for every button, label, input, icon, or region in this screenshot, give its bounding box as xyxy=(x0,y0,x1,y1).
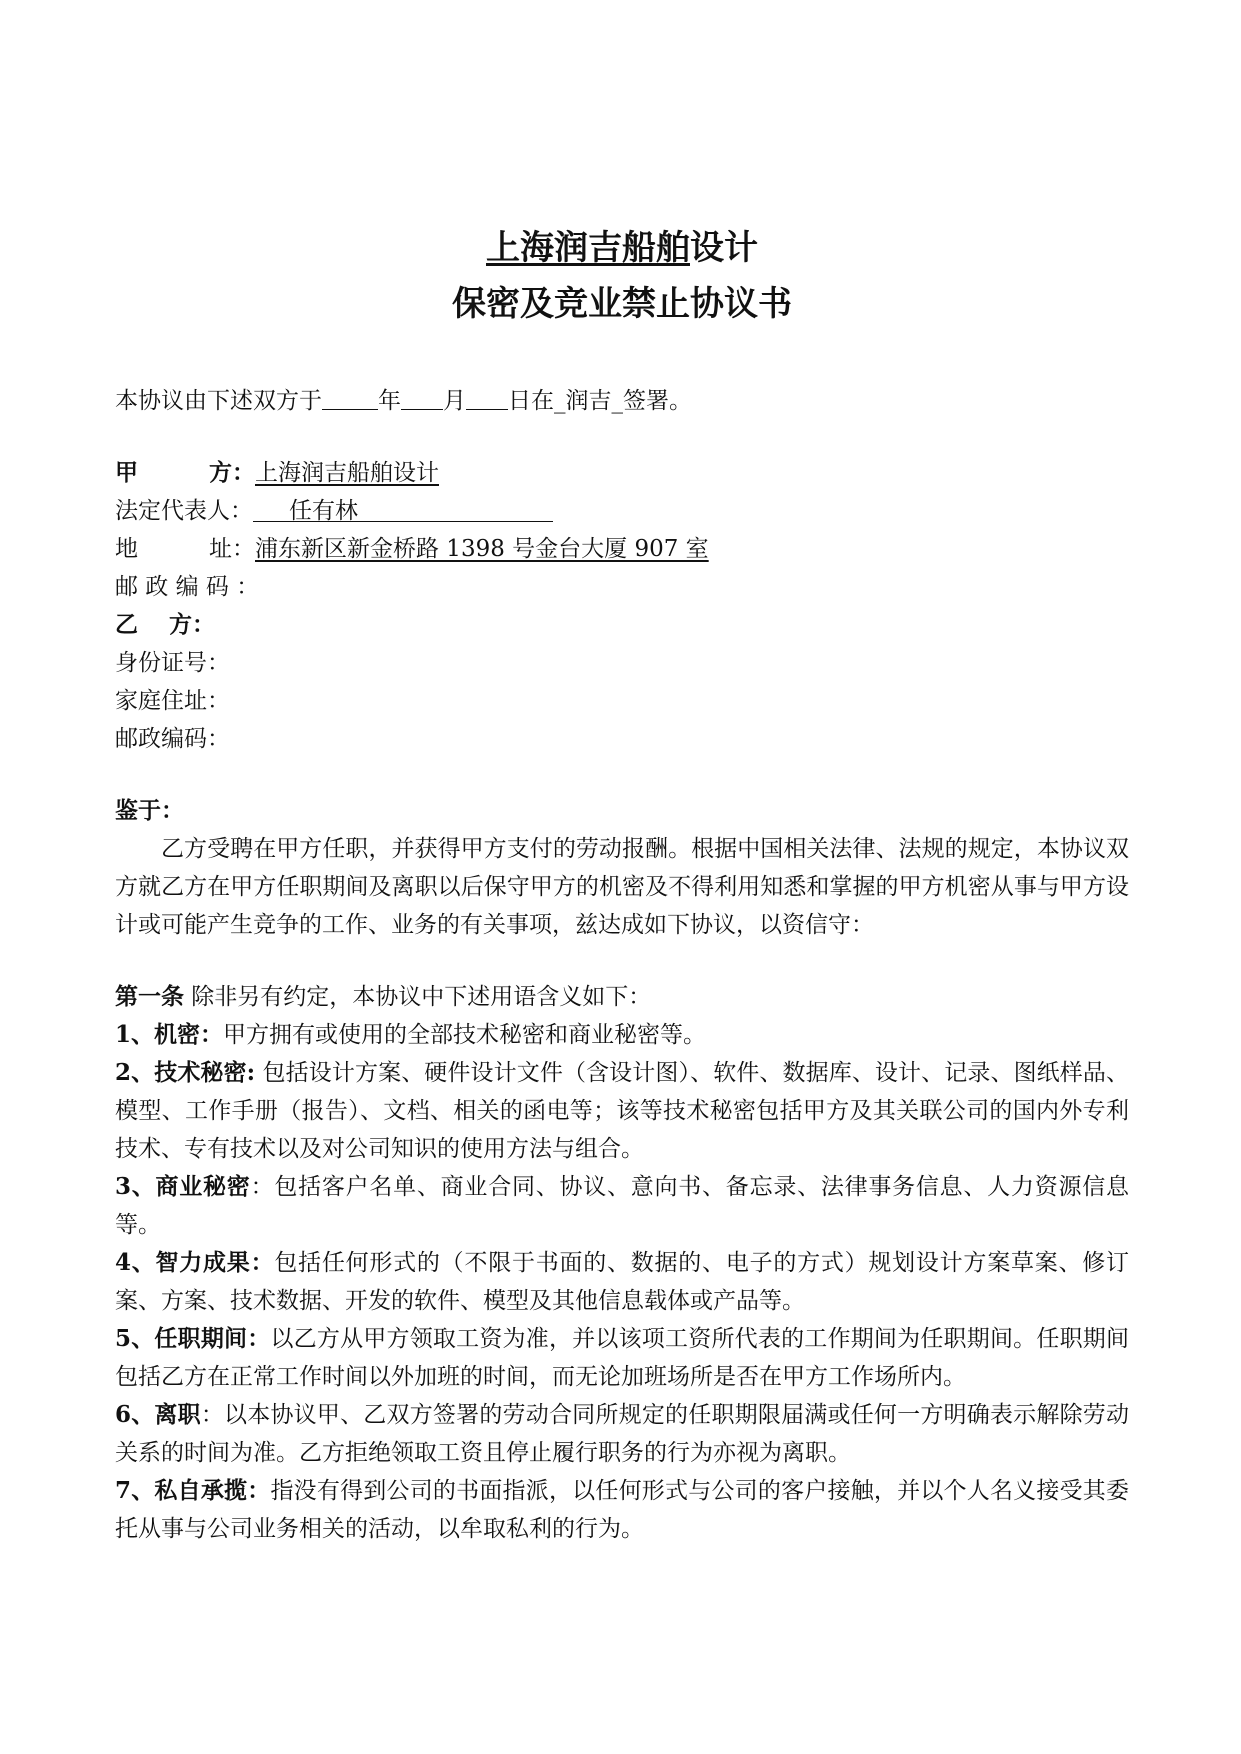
article-1-heading: 第一条 xyxy=(115,983,184,1010)
party-a-label-suffix: 方： xyxy=(209,459,255,486)
rep-value: 任有林 xyxy=(253,492,553,522)
clause-text: ：以本协议甲、乙双方签署的劳动合同所规定的任职期限届满或任何一方明确表示解除劳动关系的时间为准。乙方拒绝领取工资且停止履行职务的行为亦视为离职。 xyxy=(115,1402,1129,1466)
clause-1 xyxy=(115,1016,1129,1054)
address-value: 浦东新区新金桥路 1398 号金台大厦 907 室 xyxy=(255,536,709,562)
month-label: 月 xyxy=(443,388,466,414)
address-label xyxy=(115,530,255,568)
postcode-a-label: 邮 政 编 码 ： xyxy=(115,574,260,600)
title-line-1 xyxy=(115,220,1129,276)
whereas-text: 乙方受聘在甲方任职，并获得甲方支付的劳动报酬。根据中国相关法律、法规的规定，本协议双方就乙方在甲方任职期间及离职以后保守甲方的机密及不得利用知悉和掌握的甲方机密从事与甲方设计或可能产生竞争的工作、业务的有关事项，兹达成如下协议，以资信守： xyxy=(115,836,1129,938)
id-label: 身份证号： xyxy=(115,650,230,676)
clause-term: 7、私自承揽： xyxy=(115,1477,271,1504)
year-label: 年 xyxy=(378,388,401,414)
clause-term: 2、技术秘密: xyxy=(115,1059,256,1086)
clause-term: 6、离职 xyxy=(115,1401,201,1428)
intro-text: 本协议由下述双方于 xyxy=(115,388,322,414)
whereas-heading: 鉴于： xyxy=(115,797,184,824)
party-a-value: 上海润吉船舶设计 xyxy=(255,460,439,486)
clause-text: 包括任何形式的（不限于书面的、数据的、电子的方式）规划设计方案草案、修订案、方案、技术数据、开发的软件、模型及其他信息载体或产品等。 xyxy=(115,1250,1129,1314)
title-line-2: 保密及竞业禁止协议书 xyxy=(452,284,792,324)
parties-block xyxy=(115,454,1129,758)
clause-term: 5、任职期间： xyxy=(115,1325,271,1352)
day-place-text: 日在_润吉_签署。 xyxy=(508,388,692,414)
title-line-1-rest: 设计 xyxy=(690,228,758,268)
postcode-b-label: 邮政编码： xyxy=(115,726,230,752)
party-a-label-char: 甲 xyxy=(115,459,138,486)
postcode-a-row xyxy=(115,568,1129,606)
clause-7 xyxy=(115,1472,1129,1548)
month-blank[interactable] xyxy=(401,383,443,410)
clause-text: 指没有得到公司的书面指派，以任何形式与公司的客户接触，并以个人名义接受其委托从事与公司业务相关的活动，以牟取私利的行为。 xyxy=(115,1478,1129,1542)
clause-term: 1、机密： xyxy=(115,1021,224,1048)
postcode-b-row xyxy=(115,720,1129,758)
home-label: 家庭住址： xyxy=(115,688,230,714)
article-1-text: 除非另有约定，本协议中下述用语含义如下： xyxy=(184,984,652,1010)
clause-2 xyxy=(115,1054,1129,1168)
address-label-char: 地 xyxy=(115,536,138,562)
party-a-label xyxy=(115,454,255,492)
clause-6 xyxy=(115,1396,1129,1472)
clause-text: ：包括客户名单、商业合同、协议、意向书、备忘录、法律事务信息、人力资源信息等。 xyxy=(115,1174,1129,1238)
address-label-suffix: 址： xyxy=(209,536,255,562)
year-blank[interactable] xyxy=(322,383,378,410)
whereas-section xyxy=(115,792,1129,944)
clause-text: 甲方拥有或使用的全部技术秘密和商业秘密等。 xyxy=(223,1022,707,1048)
company-name-title: 上海润吉船舶 xyxy=(486,228,690,268)
party-a-row xyxy=(115,454,1129,492)
party-b-label-char: 乙 xyxy=(115,611,138,638)
rep-row xyxy=(115,492,1129,530)
address-row xyxy=(115,530,1129,568)
party-b-label-suffix: 方： xyxy=(169,611,215,638)
article-1-section xyxy=(115,978,1129,1548)
clause-term: 4、智力成果： xyxy=(115,1249,275,1276)
intro-line xyxy=(115,382,1129,420)
home-row xyxy=(115,682,1129,720)
clause-3 xyxy=(115,1168,1129,1244)
clause-text: 以乙方从甲方领取工资为准，并以该项工资所代表的工作期间为任职期间。任职期间包括乙方在正常工作时间以外加班的时间，而无论加班场所是否在甲方工作场所内。 xyxy=(115,1326,1129,1390)
document-title xyxy=(115,220,1129,332)
clause-text: 包括设计方案、硬件设计文件（含设计图）、软件、数据库、设计、记录、图纸样品、模型、工作手册（报告）、文档、相关的函电等；该等技术秘密包括甲方及其关联公司的国内外专利技术、专有技术以及对公司知识的使用方法与组合。 xyxy=(115,1060,1129,1162)
article-1-intro xyxy=(115,978,1129,1016)
clause-4 xyxy=(115,1244,1129,1320)
clause-term: 3、商业秘密 xyxy=(115,1173,251,1200)
party-b-row xyxy=(115,606,1129,644)
id-row xyxy=(115,644,1129,682)
rep-label: 法定代表人： xyxy=(115,498,253,524)
clause-5 xyxy=(115,1320,1129,1396)
party-b-label xyxy=(115,606,215,644)
day-blank[interactable] xyxy=(466,383,508,410)
